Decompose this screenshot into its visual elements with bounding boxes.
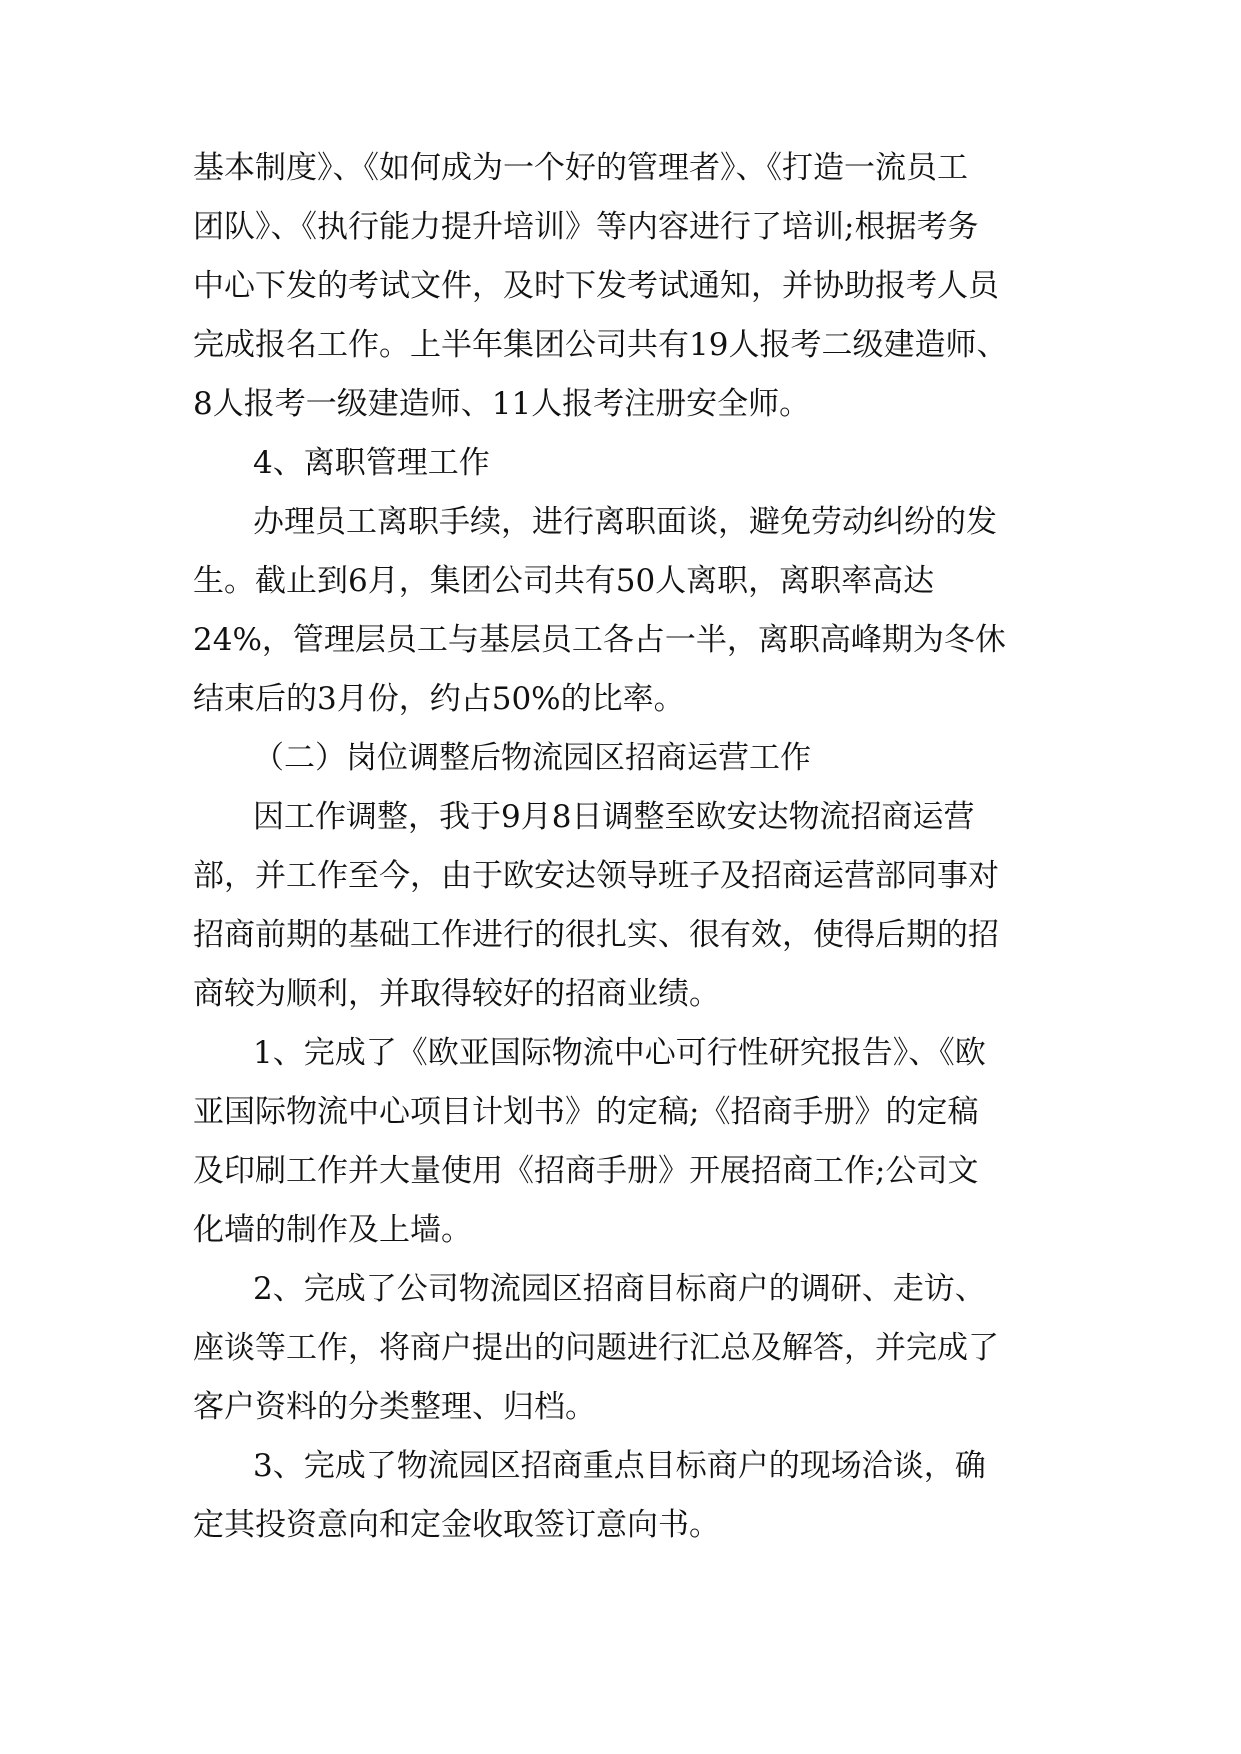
body-text-line: 及印刷工作并大量使用《招商手册》开展招商工作;公司文 bbox=[193, 1153, 979, 1189]
body-text-line: 基本制度》、《如何成为一个好的管理者》、《打造一流员工 bbox=[193, 150, 968, 186]
body-text-line: 部，并工作至今，由于欧安达领导班子及招商运营部同事对 bbox=[193, 858, 999, 894]
body-text-line: 24%，管理层员工与基层员工各占一半，离职高峰期为冬休 bbox=[193, 622, 1006, 658]
body-text-line: 因工作调整，我于9月8日调整至欧安达物流招商运营 bbox=[253, 799, 975, 835]
body-text-line: 商较为顺利，并取得较好的招商业绩。 bbox=[193, 976, 720, 1012]
body-text-line: 亚国际物流中心项目计划书》的定稿;《招商手册》的定稿 bbox=[193, 1094, 979, 1130]
body-text-line: 结束后的3月份，约占50%的比率。 bbox=[193, 681, 685, 717]
body-text-line: 生。截止到6月，集团公司共有50人离职，离职率高达 bbox=[193, 563, 935, 599]
body-text-line: 办理员工离职手续，进行离职面谈，避免劳动纠纷的发 bbox=[253, 504, 997, 540]
section-heading: （二）岗位调整后物流园区招商运营工作 bbox=[253, 740, 811, 776]
body-text-line: 2、完成了公司物流园区招商目标商户的调研、走访、 bbox=[253, 1271, 986, 1307]
body-text-line: 团队》、《执行能力提升培训》等内容进行了培训;根据考务 bbox=[193, 209, 979, 245]
body-text-line: 中心下发的考试文件，及时下发考试通知，并协助报考人员 bbox=[193, 268, 999, 304]
body-text-line: 8人报考一级建造师、11人报考注册安全师。 bbox=[193, 386, 811, 422]
body-text-line: 化墙的制作及上墙。 bbox=[193, 1212, 472, 1248]
body-text-line: 定其投资意向和定金收取签订意向书。 bbox=[193, 1507, 720, 1543]
body-text-line: 3、完成了物流园区招商重点目标商户的现场洽谈，确 bbox=[253, 1448, 986, 1484]
body-text-line: 1、完成了《欧亚国际物流中心可行性研究报告》、《欧 bbox=[253, 1035, 986, 1071]
body-text-line: 客户资料的分类整理、归档。 bbox=[193, 1389, 596, 1425]
section-heading: 4、离职管理工作 bbox=[253, 445, 490, 481]
body-text-line: 完成报名工作。上半年集团公司共有19人报考二级建造师、 bbox=[193, 327, 1008, 363]
body-text-line: 招商前期的基础工作进行的很扎实、很有效，使得后期的招 bbox=[193, 917, 999, 953]
body-text-line: 座谈等工作，将商户提出的问题进行汇总及解答，并完成了 bbox=[193, 1330, 999, 1366]
